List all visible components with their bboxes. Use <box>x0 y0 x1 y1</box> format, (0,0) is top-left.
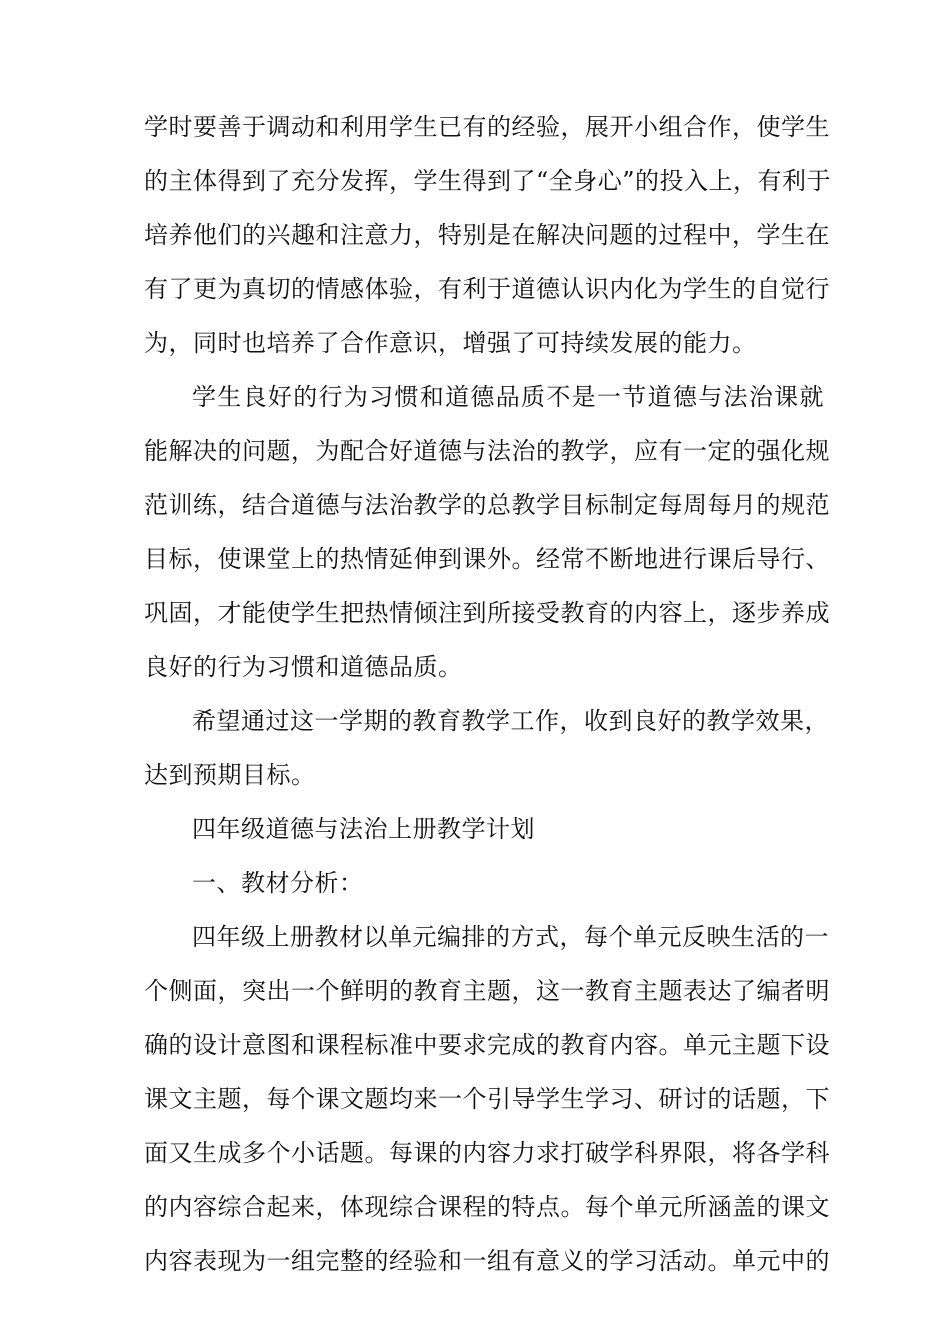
text-line: 学生良好的行为习惯和道德品质不是一节道德与法治课就 <box>192 383 824 411</box>
text-line: 目标，使课堂上的热情延伸到课外。经常不断地进行课后导行、 <box>144 545 830 573</box>
text-line: 范训练，结合道德与法治教学的总教学目标制定每周每月的规范 <box>144 491 830 519</box>
text-line: 培养他们的兴趣和注意力，特别是在解决问题的过程中，学生在 <box>144 221 830 249</box>
text-line: 巩固，才能使学生把热情倾注到所接受教育的内容上，逐步养成 <box>144 599 830 627</box>
paragraph-3 <box>144 694 829 802</box>
text-line: 良好的行为习惯和道德品质。 <box>144 653 463 681</box>
document-body <box>144 100 832 1288</box>
text-line: 希望通过这一学期的教育教学工作，收到良好的教学效果， <box>192 707 829 735</box>
text-line: 内容表现为一组完整的经验和一组有意义的学习活动。单元中的 <box>144 1247 830 1275</box>
section-title <box>144 802 824 856</box>
text-line: 确的设计意图和课程标准中要求完成的教育内容。单元主题下设 <box>144 1031 830 1059</box>
text-line: 课文主题，每个课文题均来一个引导学生学习、研讨的话题，下 <box>144 1085 830 1113</box>
text-line: 个侧面，突出一个鲜明的教育主题，这一教育主题表达了编者明 <box>144 977 830 1005</box>
paragraph-4 <box>144 910 830 1288</box>
section-heading <box>144 856 824 910</box>
text-line: 四年级道德与法治上册教学计划 <box>192 815 535 843</box>
text-line: 有了更为真切的情感体验，有利于道德认识内化为学生的自觉行 <box>144 275 830 303</box>
text-line: 的内容综合起来，体现综合课程的特点。每个单元所涵盖的课文 <box>144 1193 830 1221</box>
text-line: 一、教材分析： <box>192 869 364 897</box>
text-line: 达到预期目标。 <box>144 761 316 789</box>
text-line: 四年级上册教材以单元编排的方式，每个单元反映生活的一 <box>192 923 829 951</box>
text-line: 学时要善于调动和利用学生已有的经验，展开小组合作，使学生 <box>144 113 830 141</box>
text-line: 面又生成多个小话题。每课的内容力求打破学科界限，将各学科 <box>144 1139 830 1167</box>
paragraph-2 <box>144 370 830 694</box>
text-line: 能解决的问题，为配合好道德与法治的教学，应有一定的强化规 <box>144 437 830 465</box>
text-line: 为，同时也培养了合作意识，增强了可持续发展的能力。 <box>144 329 757 357</box>
text-line: 的主体得到了充分发挥，学生得到了“全身心”的投入上，有利于 <box>144 167 832 195</box>
paragraph-1 <box>144 100 832 370</box>
